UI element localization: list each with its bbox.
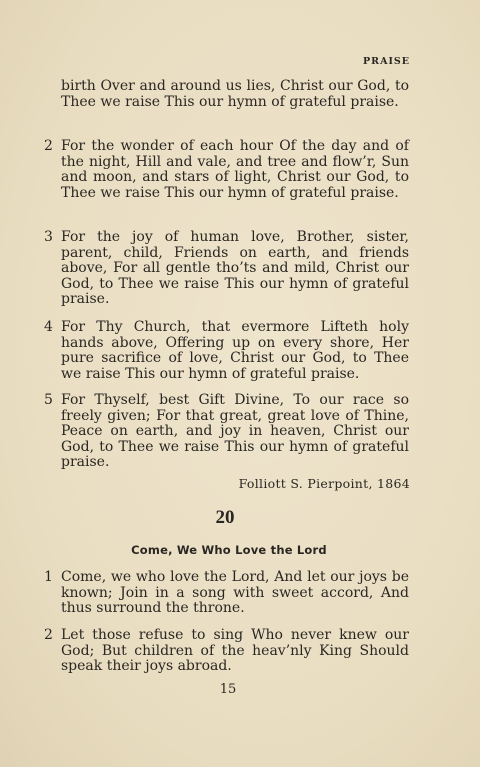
verse-number: 2 (44, 138, 53, 154)
verse-3 (44, 230, 409, 308)
verse-2 (44, 139, 409, 201)
hymn20-verse-1 (44, 570, 409, 617)
verse-number: 5 (44, 392, 53, 408)
hymn20-verse-2 (44, 628, 409, 675)
verse-number: 4 (44, 319, 53, 335)
verse-continuation: birth Over and around us lies, Christ our God, to Thee we raise This our hymn of grateful praise. (61, 78, 409, 110)
verse-text: For Thyself, best Gift Divine, To our race so freely given; For that great, great love of Thine, Peace on earth, and joy in heaven, Christ our God, to Thee we raise This our hymn of grateful praise. (61, 392, 409, 471)
verse-text: For the joy of human love, Brother, sister, parent, child, Friends on earth, and friends above, For all gentle tho’ts and mild, Christ our God, to Thee we raise This our hymn of grateful praise. (61, 229, 409, 308)
verse-4 (44, 320, 409, 382)
page-number: 15 (219, 682, 237, 697)
verse-number: 1 (44, 569, 53, 585)
hymn-number: 20 (215, 507, 235, 528)
verse-text: For the wonder of each hour Of the day and of the night, Hill and vale, and tree and flow’r, Sun and moon, and stars of light, Christ our God, to Thee we raise This our hymn of grateful praise. (61, 138, 409, 201)
running-head: PRAISE (363, 56, 410, 67)
verse-text: Let those refuse to sing Who never knew our God; But children of the heav’nly King Should speak their joys abroad. (61, 627, 409, 675)
verse-number: 3 (44, 229, 53, 245)
verse-text: For Thy Church, that evermore Lifteth holy hands above, Offering up on every shore, Her pure sacrifice of love, Christ our God, to Thee we raise This our hymn of grateful praise. (61, 319, 409, 382)
verse-5 (44, 393, 409, 471)
hymn-title: Come, We Who Love the Lord (131, 543, 327, 557)
verse-number: 2 (44, 627, 53, 643)
verse-text: Come, we who love the Lord, And let our joys be known; Join in a song with sweet accord, And thus surround the throne. (61, 569, 409, 617)
author-attribution: Folliott S. Pierpoint, 1864 (238, 476, 410, 491)
